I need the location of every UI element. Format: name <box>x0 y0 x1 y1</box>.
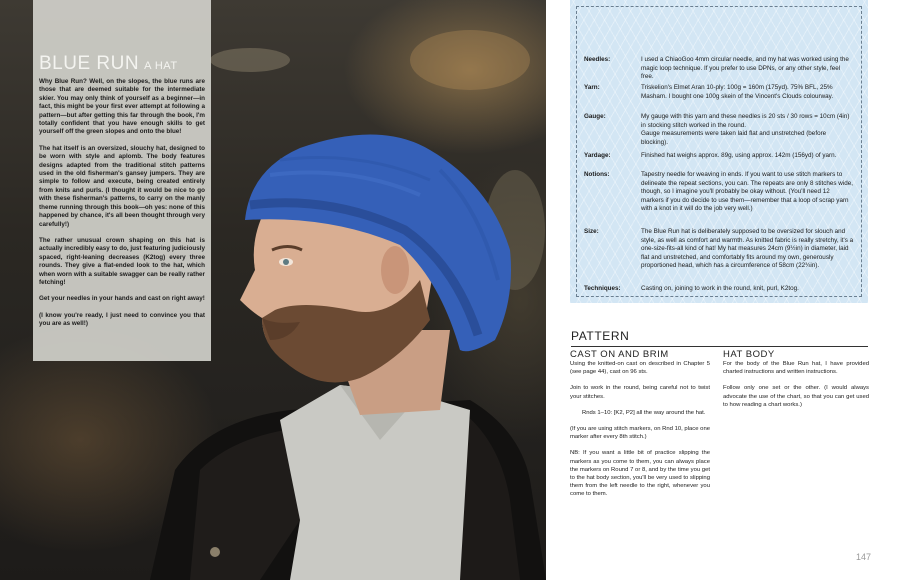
spec-value <box>641 84 854 101</box>
cast-on-heading: CAST ON AND BRIM <box>570 349 669 360</box>
cast-on-paragraph: Using the knitted-on cast on described in Chapter 5 (see page 44), cast on 96 sts. <box>570 361 710 376</box>
spec-line: The Blue Run hat is deliberately supposed to be oversized for slouch and style, as well as comfort and warmth. As knitted fabric is really stretchy, it's a one-size-fits-all kind of hat! My hat measures 24cm (9½in) in diameter, laid flat and unstretched, and comfortably fits around my own, generously proportioned head, which has a circumference of 58cm (22¾in). <box>641 228 854 270</box>
spec-line: My gauge with this yarn and these needles is 20 sts / 30 rows = 10cm (4in) in stocking stitch worked in the round. <box>641 113 850 129</box>
spec-value <box>641 285 854 294</box>
spec-value <box>641 228 854 271</box>
round-instruction: Rnds 1–10: [K2, P2] all the way around the hat. <box>582 409 706 416</box>
cast-on-paragraph: Join to work in the round, being careful not to twist your stitches. <box>570 385 710 400</box>
spec-label: Techniques: <box>584 285 621 292</box>
spec-label: Size: <box>584 228 599 235</box>
spec-label: Yardage: <box>584 152 611 159</box>
spec-value <box>641 152 854 161</box>
spec-value <box>641 113 854 147</box>
cast-on-section <box>570 349 710 499</box>
spec-label: Gauge: <box>584 113 606 120</box>
spec-line: Gauge measurements were taken laid flat and unstretched (before blocking). <box>641 130 827 146</box>
pattern-heading: PATTERN <box>571 329 630 343</box>
intro-paragraph: The rather unusual crown shaping on this hat is actually incredibly easy to do, just featuring judiciously spaced, right-leaning decreases (K2tog) every three rounds. They give a flat-ended look to the hat, which when worn with a suitable swagger can be really rather fetching! <box>39 236 205 286</box>
hat-body-paragraph: Follow only one set or the other. (I would always advocate the use of the chart, so that you can get used to how reading a chart works.) <box>723 385 869 408</box>
title-sub: A HAT <box>144 60 178 72</box>
spec-label: Needles: <box>584 56 611 63</box>
hat-body-section <box>723 349 869 409</box>
spec-line: Triskelion's Elmet Aran 10-ply: 100g = 160m (175yd). 75% BFL, 25% Masham. I bought one 100g skein of the Vincent's Clouds colourway. <box>641 84 834 100</box>
specifications-box <box>570 0 868 303</box>
spec-line: Tapestry needle for weaving in ends. If you want to use stitch markers to delineate the repeat sections, you can. The repeats are only 8 stitches wide, though, so I imagine you'll probably be okay without. (You'll need 12 markers if you do decide to use them—remember that a loop of scrap yarn with a knot in it will do the job very well.) <box>641 171 854 213</box>
spec-line: I used a ChiaoGoo 4mm circular needle, and my hat was worked using the magic loop technique. If you prefer to use DPNs, or any other style, feel free. <box>641 56 849 81</box>
spec-line: Finished hat weighs approx. 89g, using approx. 142m (156yd) of yarn. <box>641 152 837 159</box>
note-paragraph: NB: If you want a little bit of practice slipping the markers as you come to them, you can always place the markers on Round 7 or 8, and by the time you get to the hat body section, you'll be very used to slipping them from the left needle to the right, whenever you come to them. <box>570 450 710 498</box>
spec-value <box>641 56 854 82</box>
title-main: BLUE RUN <box>39 53 140 74</box>
intro-panel <box>33 0 211 361</box>
spec-label: Notions: <box>584 171 610 178</box>
pattern-title <box>39 42 205 74</box>
spec-value <box>641 171 854 214</box>
intro-paragraph: Get your needles in your hands and cast on right away! <box>39 295 205 303</box>
intro-paragraph: (I know you're ready, I just need to convince you that you are as well!) <box>39 311 205 328</box>
hat-body-heading: HAT BODY <box>723 349 775 360</box>
spec-label: Yarn: <box>584 84 600 91</box>
pattern-divider <box>571 346 868 347</box>
intro-paragraph: Why Blue Run? Well, on the slopes, the blue runs are those that are deemed suitable for the intermediate skier. You may only think of yourself as a beginner—in fact, this might be your first ever attempt at following a pattern—but after getting this far through the book, I'm totally confident that you have enough skills to get yourself off the green slopes and onto the blue! <box>39 78 205 136</box>
hat-body-paragraph: For the body of the Blue Run hat, I have provided charted instructions and written instructions. <box>723 361 869 376</box>
intro-text <box>39 78 205 329</box>
page-number: 147 <box>856 552 872 562</box>
spec-line: Casting on, joining to work in the round, knit, purl, K2tog. <box>641 285 799 292</box>
intro-paragraph: The hat itself is an oversized, slouchy hat, designed to be worn with style and aplomb. The body features designs adapted from the traditional stitch patterns used in the old fisherman's gansey jumpers. They are simple to follow and execute, being created entirely from knits and purls. (I thought it would be nice to go with these fisherman's patterns, to carry on the manly theme running through this book—oh yes: none of this happened by chance, it's all been thought through very carefully!) <box>39 144 205 228</box>
cast-on-paragraph: (If you are using stitch markers, on Rnd 10, place one marker after every 8th stitch.) <box>570 426 710 441</box>
